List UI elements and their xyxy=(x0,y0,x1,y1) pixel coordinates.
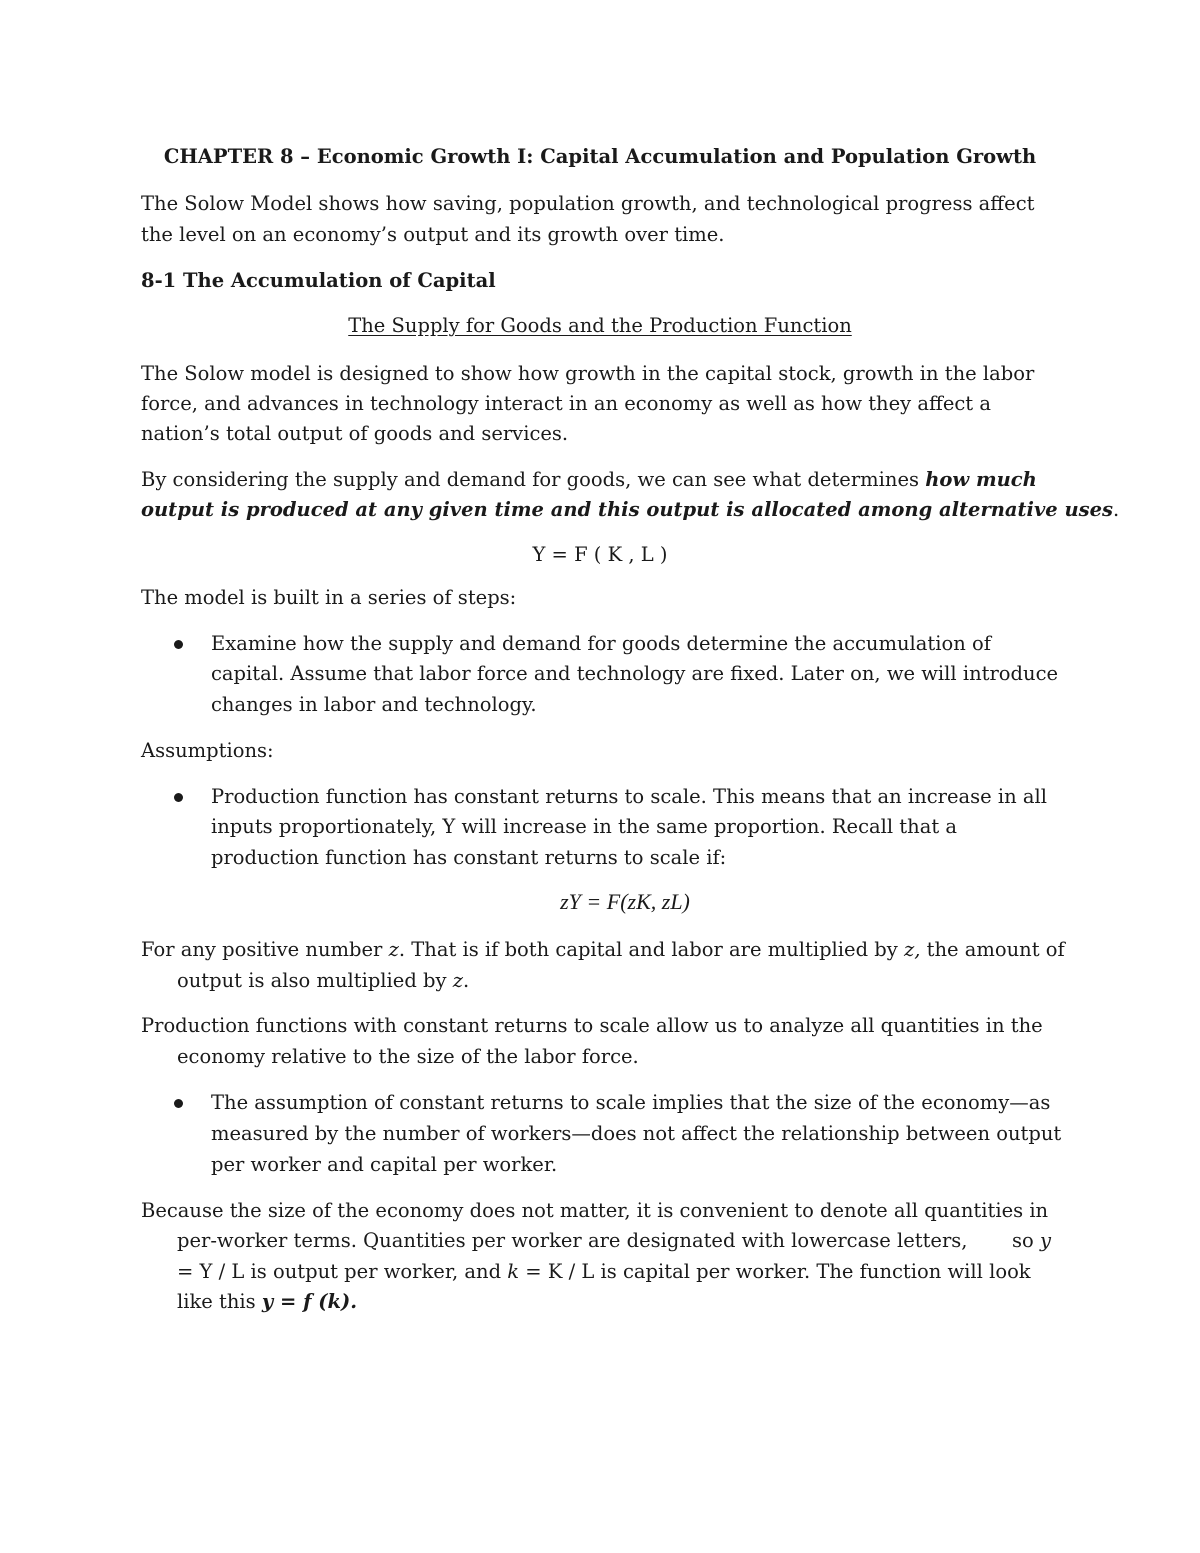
section-heading: 8-1 The Accumulation of Capital xyxy=(141,269,496,292)
intro-line-1: The Solow Model shows how saving, population growth, and technological progress affect xyxy=(141,192,1035,215)
para5-function: y = f (k). xyxy=(261,1290,358,1313)
chapter-title: CHAPTER 8 – Economic Growth I: Capital Accumulation and Population Growth xyxy=(163,145,1037,168)
para5-so: so xyxy=(1012,1229,1040,1252)
para5-line-2-end xyxy=(1012,1229,1051,1253)
equation-production: Y = F ( K , L ) xyxy=(532,543,668,566)
para2-line-2 xyxy=(141,498,1119,522)
bullet-marker xyxy=(174,1099,183,1108)
para3-text-a: For any positive number xyxy=(141,938,389,961)
para5-var-k: k xyxy=(507,1260,520,1283)
para3-line-1 xyxy=(141,938,1065,962)
para3-text-d: output is also multiplied by xyxy=(177,969,453,992)
bullet-marker xyxy=(174,793,183,802)
para1-line-1: The Solow model is designed to show how growth in the capital stock, growth in the labor xyxy=(141,362,1035,385)
equation-constant-returns: zY = F(zK, zL) xyxy=(560,889,690,914)
steps-intro: The model is built in a series of steps: xyxy=(141,586,517,609)
bullet2-line-3: production function has constant returns to scale if: xyxy=(211,846,727,869)
para3-period: . xyxy=(462,969,470,992)
para3-text-c: the amount of xyxy=(920,938,1065,961)
para4-line-2: economy relative to the size of the labor force. xyxy=(177,1045,639,1068)
para2-emphasis-1: how much xyxy=(925,468,1037,491)
para5-line-1: Because the size of the economy does not matter, it is convenient to denote all quantities in xyxy=(141,1199,1049,1222)
para3-var-z: z xyxy=(452,969,463,992)
para2-text: By considering the supply and demand for goods, we can see what determines xyxy=(141,468,926,491)
para2-period: . xyxy=(1113,498,1120,521)
intro-line-2: the level on an economy’s output and its growth over time. xyxy=(141,223,725,246)
para3-line-2 xyxy=(177,969,469,993)
bullet3-line-2: measured by the number of workers—does not affect the relationship between output xyxy=(211,1122,1062,1145)
bullet1-line-1: Examine how the supply and demand for goods determine the accumulation of xyxy=(211,632,991,655)
bullet1-line-2: capital. Assume that labor force and technology are fixed. Later on, we will introduce xyxy=(211,662,1059,685)
bullet3-line-1: The assumption of constant returns to scale implies that the size of the economy—as xyxy=(211,1091,1051,1114)
para5-text-a: = Y / L is output per worker, and xyxy=(177,1260,508,1283)
bullet2-line-1: Production function has constant returns to scale. This means that an increase in all xyxy=(211,785,1047,808)
subheading: The Supply for Goods and the Production Function xyxy=(348,314,852,337)
para1-line-3: nation’s total output of goods and services. xyxy=(141,422,569,445)
bullet-marker xyxy=(174,640,183,649)
bullet3-line-3: per worker and capital per worker. xyxy=(211,1153,558,1176)
para5-text-c: like this xyxy=(177,1290,262,1313)
para5-line-2: per-worker terms. Quantities per worker are designated with lowercase letters, xyxy=(177,1229,968,1252)
para3-var-z: z xyxy=(388,938,399,961)
para3-var-z: z, xyxy=(903,938,921,961)
para1-line-2: force, and advances in technology interact in an economy as well as how they affect a xyxy=(141,392,991,415)
para3-text-b: . That is if both capital and labor are multiplied by xyxy=(398,938,904,961)
para2-line-1 xyxy=(141,468,1037,492)
para5-var-y: y xyxy=(1039,1229,1051,1252)
bullet1-line-3: changes in labor and technology. xyxy=(211,693,537,716)
assumptions-label: Assumptions: xyxy=(141,739,274,762)
para5-line-3 xyxy=(177,1260,1031,1284)
para5-text-b: = K / L is capital per worker. The function will look xyxy=(519,1260,1031,1283)
para5-line-4 xyxy=(177,1290,357,1314)
para2-emphasis-2: output is produced at any given time and this output is allocated among alternative uses xyxy=(141,498,1114,521)
para4-line-1: Production functions with constant returns to scale allow us to analyze all quantities in the xyxy=(141,1014,1043,1037)
bullet2-line-2: inputs proportionately, Y will increase in the same proportion. Recall that a xyxy=(211,815,957,838)
